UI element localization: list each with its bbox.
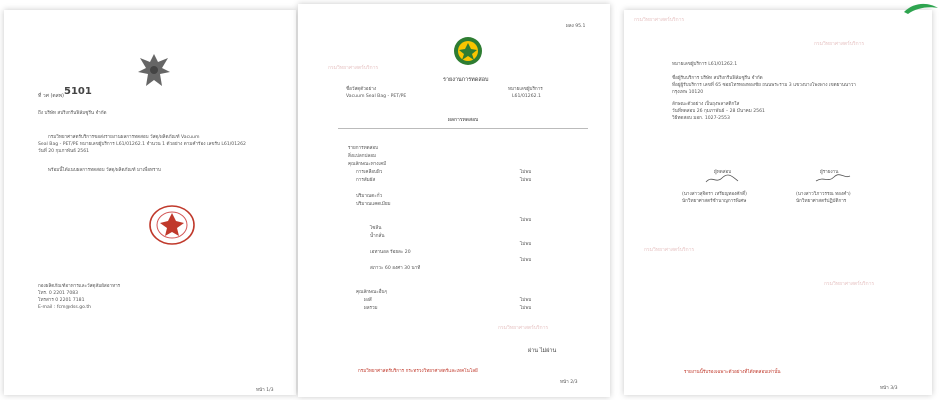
signer-right-role: นักวิทยาศาสตร์ปฏิบัติการ bbox=[796, 199, 847, 204]
results-section-title: ผลการทดสอบ bbox=[448, 117, 479, 123]
footer-note: กรมวิทยาศาสตร์บริการ กระทรวงวิทยาศาสตร์และเทคโนโลยี bbox=[358, 369, 478, 374]
signer-left-title: ผู้ทดสอบ bbox=[714, 170, 732, 175]
result-row-label: การเคลือบผิว bbox=[356, 170, 383, 175]
page-number: หน้า 2/3 bbox=[560, 380, 578, 385]
footer-line: E-mail : fcm@dss.go.th bbox=[38, 305, 92, 310]
result-value: ไม่พบ bbox=[520, 242, 532, 247]
info-line: หมายเลขผู้บริการ L61/01262.1 bbox=[672, 62, 738, 67]
result-value: ไม่พบ bbox=[520, 218, 532, 223]
signature-right-icon bbox=[814, 173, 854, 185]
sample-value: Vacuum Seal Bag - PET/PE bbox=[346, 94, 407, 99]
watermark-text: กรมวิทยาศาสตร์บริการ bbox=[498, 325, 549, 331]
info-line: กรุงเทพ 10120 bbox=[672, 90, 704, 95]
watermark-text: กรมวิทยาศาสตร์บริการ bbox=[328, 65, 379, 71]
footer-note: รายงานนี้รับรองเฉพาะตัวอย่างที่ได้ทดสอบเท่านั้น bbox=[684, 370, 781, 375]
result-row-label: ปริมาณแคดเมียม bbox=[356, 202, 391, 207]
document-page-3 bbox=[624, 10, 932, 395]
addressee: ถึง บริษัท สปริงกรีนฟิล์มซูรีน จำกัด bbox=[38, 111, 107, 116]
table-divider bbox=[338, 128, 588, 129]
body-line: กรมวิทยาศาสตร์บริการขอส่งรายงานผลการทดสอบ วัสดุ/ผลิตภัณฑ์ Vacuum bbox=[48, 135, 200, 140]
sample-id-label: หมายเลขผู้บริการ bbox=[508, 87, 543, 92]
result-row-label: เอทานอล ร้อยละ 20 bbox=[370, 250, 411, 255]
page-number: หน้า 3/3 bbox=[880, 386, 898, 391]
doc-number: 5101 bbox=[64, 86, 92, 97]
result-row-label: ปริมาณตะกั่ว bbox=[356, 194, 383, 199]
watermark-text: กรมวิทยาศาสตร์บริการ bbox=[824, 281, 875, 287]
info-line: ลักษณะตัวอย่าง เป็นถุงพลาสติกใส bbox=[672, 102, 740, 107]
signature-note: ผ่าน ไม่ผ่าน bbox=[528, 348, 557, 354]
result-row-label: คุณลักษณะทางเคมี bbox=[348, 162, 387, 167]
report-heading: รายงานการทดสอบ bbox=[443, 77, 489, 83]
result-row-label: ผลรวม bbox=[364, 306, 378, 311]
info-line: ชื่อผู้รับบริการ บริษัท สปริงกรีนฟิล์มซูรีน จำกัด bbox=[672, 76, 763, 81]
footer-line: โทร. 0 2201 7083 bbox=[38, 291, 79, 296]
sample-label: ชื่อวัสดุตัวอย่าง bbox=[346, 87, 377, 92]
red-seal-stamp-icon bbox=[147, 203, 197, 247]
result-row-label: ไซลีน bbox=[370, 226, 382, 231]
result-value: ไม่พบ bbox=[520, 170, 532, 175]
department-logo-icon bbox=[453, 36, 483, 66]
info-line: วันที่ทดสอบ 26 กุมภาพันธ์ – 28 มีนาคม 2561 bbox=[672, 109, 765, 114]
result-row-label: สภาวะ 60 องศา 30 นาที bbox=[370, 266, 421, 271]
result-value: ไม่พบ bbox=[520, 298, 532, 303]
result-row-label: รายการทดสอบ bbox=[348, 146, 379, 151]
form-code: ผลง 95.1 bbox=[566, 24, 586, 29]
garuda-emblem-icon bbox=[134, 50, 174, 92]
result-row-label: คุณลักษณะอื่นๆ bbox=[356, 290, 388, 295]
info-line: ที่อยู่ผู้รับบริการ เลขที่ 65 ซอยไทรทองทองชัย ถนนพระราม 3 แขวงบางโพงพาง เขตยานนาวา bbox=[672, 83, 856, 88]
signer-right-name: (นางสาววิภาวรรณ ทองคำ) bbox=[796, 192, 851, 197]
result-value: ไม่พบ bbox=[520, 306, 532, 311]
result-row-label: ผงสี bbox=[364, 298, 372, 303]
watermark-text: กรมวิทยาศาสตร์บริการ bbox=[644, 247, 695, 253]
result-row-label: น้ำกลั่น bbox=[370, 234, 385, 239]
page-number: หน้า 1/3 bbox=[256, 388, 274, 393]
footer-line: กองผลิตภัณฑ์อาหารและวัสดุสัมผัสอาหาร bbox=[38, 284, 121, 289]
body-line: Seal Bag - PET/PE หมายเลขผู้บริการ L61/01262.1 จำนวน 1 ตัวอย่าง ตามคำร้อง เลขรับ L61/01262 bbox=[38, 142, 246, 147]
doc-number-prefix: ที่ วศ (ตสพ) bbox=[38, 93, 64, 99]
signature-left-icon bbox=[704, 173, 744, 185]
watermark-text: กรมวิทยาศาสตร์บริการ bbox=[634, 17, 685, 23]
body-line: วันที่ 20 กุมภาพันธ์ 2561 bbox=[38, 149, 90, 154]
signer-left-name: (นางสาวสุจิตรา เหรียญทองศักดิ์) bbox=[682, 192, 747, 197]
result-row-label: การสัมผัส bbox=[356, 178, 376, 183]
result-row-label: สิ่งแปลกปลอม bbox=[348, 154, 377, 159]
sample-id-value: L61/01262.1 bbox=[512, 94, 541, 99]
signer-left-role: นักวิทยาศาสตร์ชำนาญการพิเศษ bbox=[682, 199, 747, 204]
result-value: ไม่พบ bbox=[520, 178, 532, 183]
signer-right-title: ผู้รายงาน bbox=[820, 170, 839, 175]
info-line: วิธีทดสอบ มอก. 1027-2553 bbox=[672, 116, 730, 121]
footer-line: โทรสาร 0 2201 7181 bbox=[38, 298, 85, 303]
result-value: ไม่พบ bbox=[520, 258, 532, 263]
watermark-text: กรมวิทยาศาสตร์บริการ bbox=[814, 41, 865, 47]
document-page-2 bbox=[298, 4, 610, 397]
request-line: พร้อมนี้ได้แนบผลการทดสอบ วัสดุ/ผลิตภัณฑ์ มาเพื่อทราบ bbox=[48, 168, 161, 173]
document-page-1 bbox=[4, 10, 296, 395]
green-swoosh-logo-icon bbox=[900, 0, 940, 16]
